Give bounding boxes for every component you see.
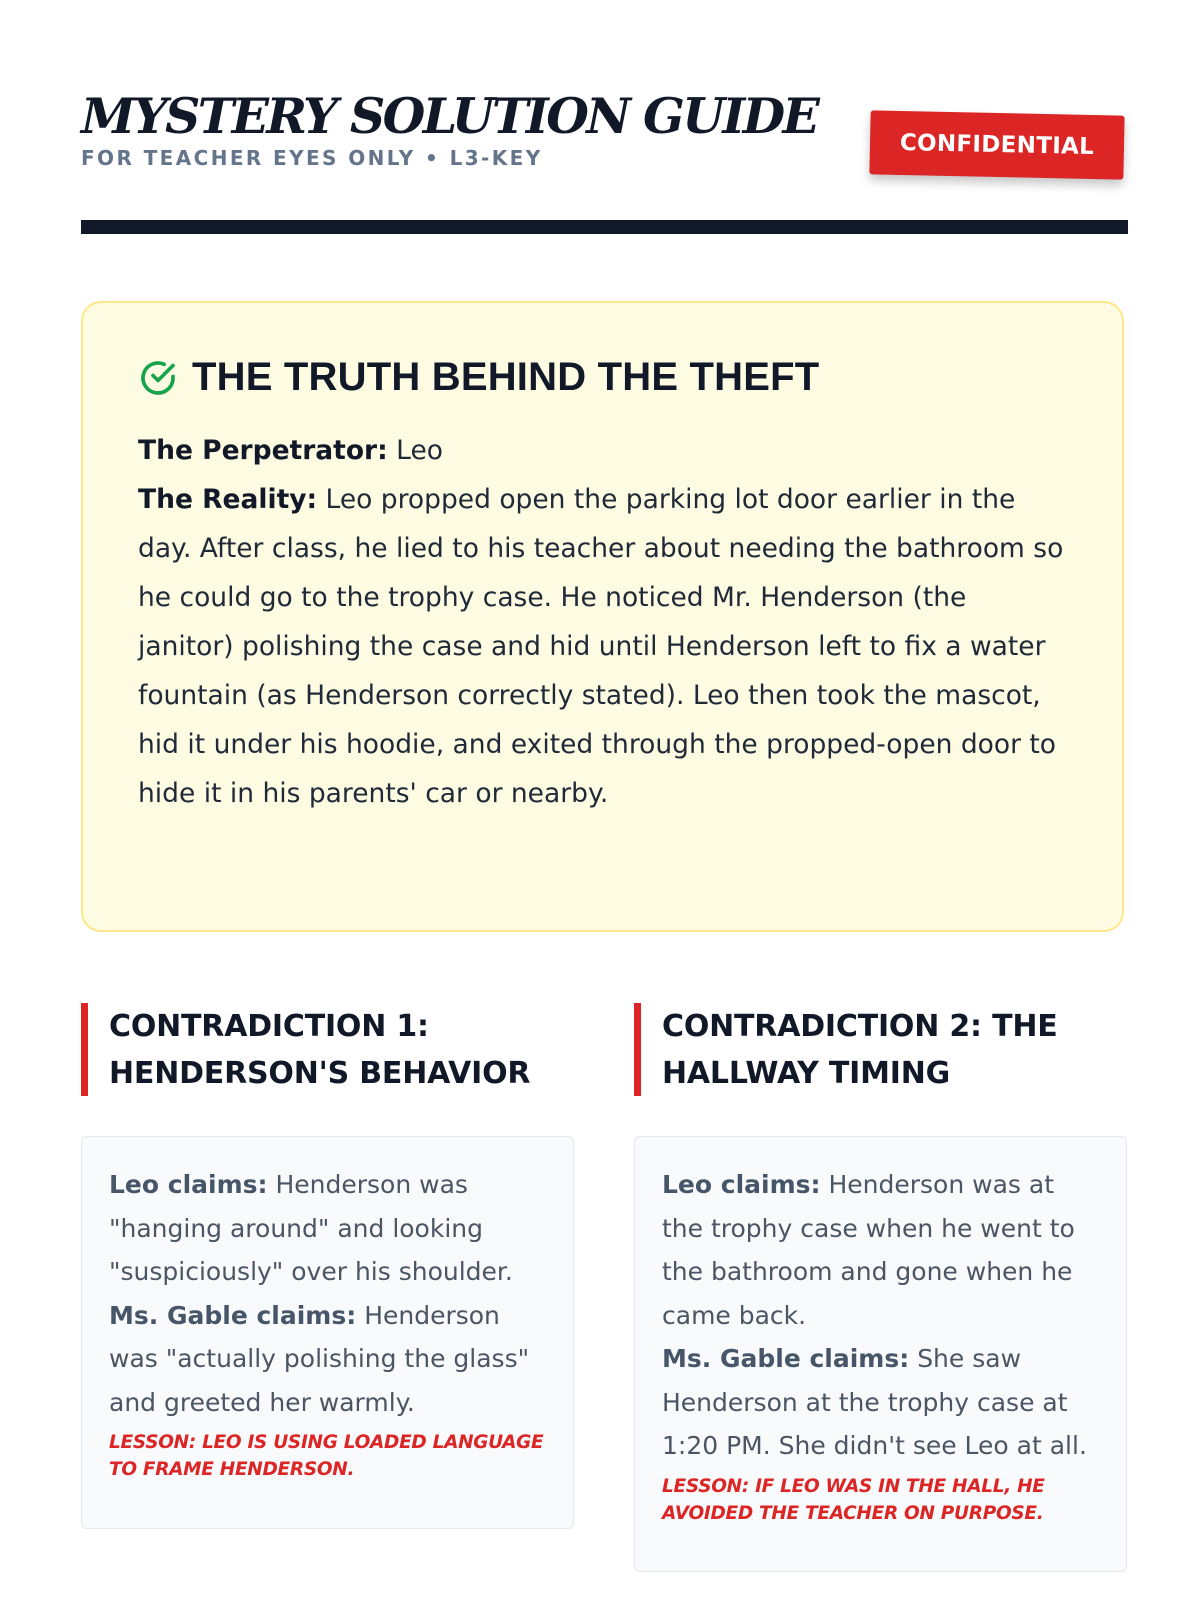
perpetrator-label: The Perpetrator:: [138, 435, 388, 466]
confidential-stamp: CONFIDENTIAL: [869, 110, 1124, 179]
claim-text: Henderson was "actually polishing the glass" and greeted her warmly.: [109, 1300, 530, 1417]
contradiction-2-card: [634, 1136, 1127, 1572]
claim-label: Leo claims:: [109, 1170, 268, 1199]
claim-text: Henderson was at the trophy case when he went to the bathroom and gone when he came back.: [662, 1170, 1075, 1330]
claim-leo: [109, 1163, 547, 1294]
truth-body: [138, 426, 1067, 818]
page-title: MYSTERY SOLUTION GUIDE: [81, 87, 818, 145]
claim-text: Henderson was "hanging around" and looking "suspiciously" over his shoulder.: [109, 1170, 513, 1286]
reality-paragraph: [138, 475, 1067, 818]
claim-leo: [662, 1163, 1100, 1337]
claim-gable: [109, 1294, 547, 1425]
truth-heading: [138, 355, 1067, 400]
reality-label: The Reality:: [138, 484, 318, 515]
perpetrator-line: [138, 426, 1067, 475]
contradiction-2-heading: [634, 1003, 1124, 1096]
claim-label: Ms. Gable claims:: [109, 1300, 357, 1330]
contradiction-2-title-line1: CONTRADICTION 2: THE: [662, 1009, 1058, 1044]
lesson-note: LESSON: IF LEO WAS IN THE HALL, HE AVOIDED THE TEACHER ON PURPOSE.: [662, 1475, 1045, 1524]
claim-gable: [662, 1337, 1100, 1468]
check-circle-icon: [138, 358, 178, 398]
reality-text: Leo propped open the parking lot door earlier in the day. After class, he lied to his teacher about needing the bathroom so he could go to the trophy case. He noticed Mr. Henderson (the janitor) polishing the case and hid until Henderson left to fix a water fountain (as Henderson correctly stated). Leo then took the mascot, hid it under his hoodie, and exited through the propped-open door to hide it in his parents' car or nearby.: [138, 484, 1064, 809]
contradiction-1-title-line2: HENDERSON'S BEHAVIOR: [109, 1056, 531, 1091]
claim-label: Ms. Gable claims:: [662, 1344, 910, 1373]
claim-label: Leo claims:: [662, 1170, 821, 1199]
contradiction-2-title-line2: HALLWAY TIMING: [662, 1056, 951, 1091]
header-divider: [81, 220, 1128, 234]
truth-panel: [81, 301, 1124, 932]
page-subtitle: FOR TEACHER EYES ONLY • L3-KEY: [81, 146, 543, 170]
claim-text: She saw Henderson at the trophy case at 1:20 PM. She didn't see Leo at all.: [662, 1344, 1087, 1460]
contradiction-1-title-line1: CONTRADICTION 1:: [109, 1009, 429, 1044]
contradiction-1-card: [81, 1136, 574, 1529]
contradiction-1-heading: [81, 1003, 571, 1096]
truth-title: THE TRUTH BEHIND THE THEFT: [192, 355, 820, 399]
perpetrator-value: Leo: [396, 435, 443, 466]
lesson-note: LESSON: LEO IS USING LOADED LANGUAGE TO FRAME HENDERSON.: [109, 1432, 544, 1480]
